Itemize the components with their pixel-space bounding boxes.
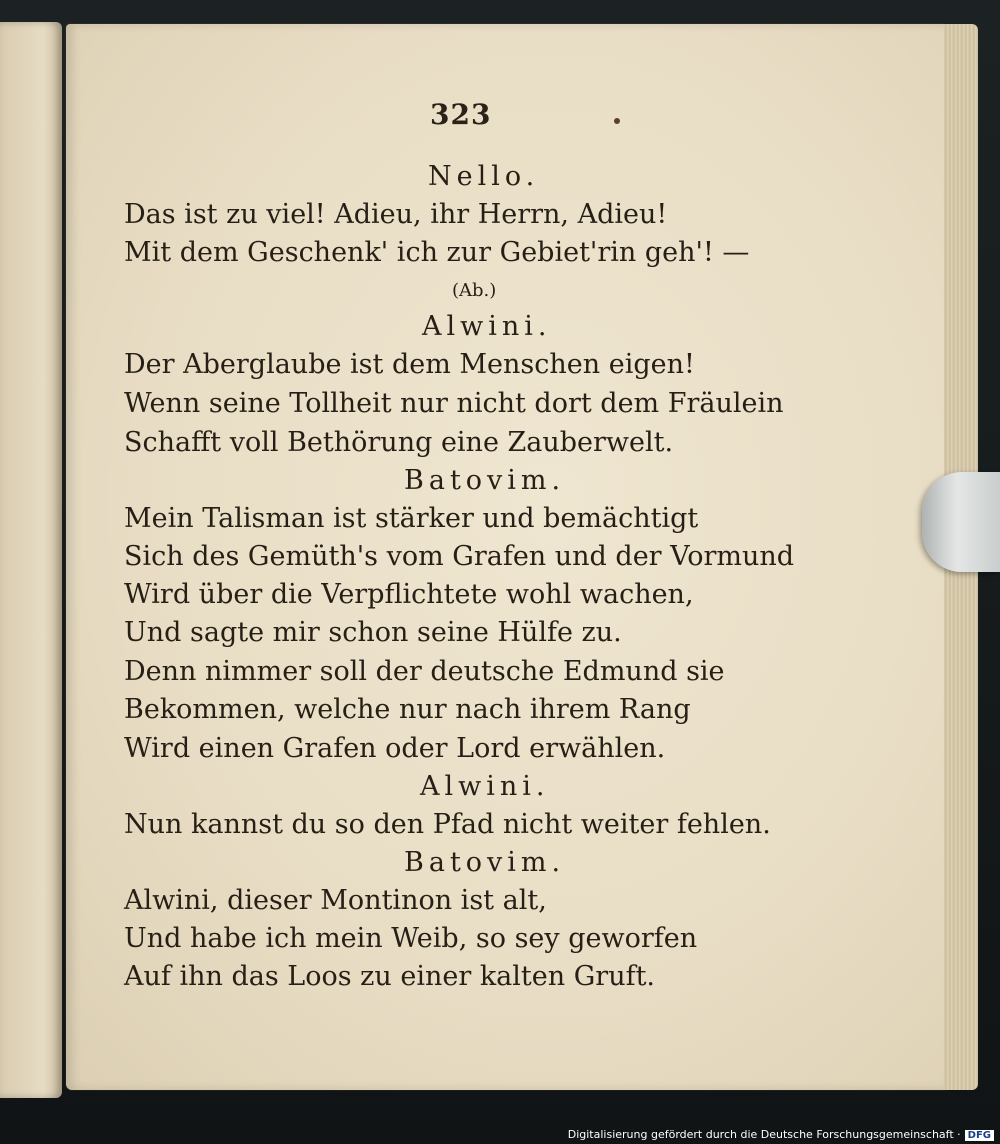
verse-line: Schafft voll Bethörung eine Zauberwelt. [124, 427, 674, 458]
speaker-name: Nello. [428, 161, 540, 192]
verse-line: Wird über die Verpflichtete wohl wachen, [124, 579, 694, 610]
verse-line: Mit dem Geschenk' ich zur Gebiet'rin geh'! — [124, 237, 750, 268]
verse-line: Der Aberglaube ist dem Menschen eigen! [124, 349, 695, 380]
page-clip-tab [922, 472, 1000, 572]
verse-line: Denn nimmer soll der deutsche Edmund sie [124, 656, 725, 687]
stage-direction: (Ab.) [452, 280, 497, 301]
verse-line: Wenn seine Tollheit nur nicht dort dem Fräulein [124, 388, 784, 419]
verse-line: Und sagte mir schon seine Hülfe zu. [124, 617, 622, 648]
verse-line: Wird einen Grafen oder Lord erwählen. [124, 733, 666, 764]
dfg-logo: DFG [965, 1130, 994, 1141]
verse-line: Und habe ich mein Weib, so sey geworfen [124, 923, 698, 954]
speaker-name: Alwini. [422, 311, 552, 342]
verse-line: Auf ihn das Loos zu einer kalten Gruft. [124, 961, 656, 992]
verse-line: Mein Talisman ist stärker und bemächtigt [124, 503, 699, 534]
digitization-credit [568, 1128, 994, 1141]
verse-line: Sich des Gemüth's vom Grafen und der Vormund [124, 541, 795, 572]
verse-line: Alwini, dieser Montinon ist alt, [124, 885, 547, 916]
speaker-name: Batovim. [404, 847, 566, 878]
verse-line: Bekommen, welche nur nach ihrem Rang [124, 694, 691, 725]
credit-text: Digitalisierung gefördert durch die Deutsche Forschungsgemeinschaft · [567, 1128, 961, 1141]
page-number: 323 [430, 98, 492, 131]
verse-line: Nun kannst du so den Pfad nicht weiter fehlen. [124, 809, 771, 840]
speaker-name: Batovim. [404, 465, 566, 496]
verse-line: Das ist zu viel! Adieu, ihr Herrn, Adieu! [124, 199, 668, 230]
speaker-name: Alwini. [420, 771, 550, 802]
ink-spot [614, 118, 620, 124]
facing-page-edge [0, 22, 62, 1098]
